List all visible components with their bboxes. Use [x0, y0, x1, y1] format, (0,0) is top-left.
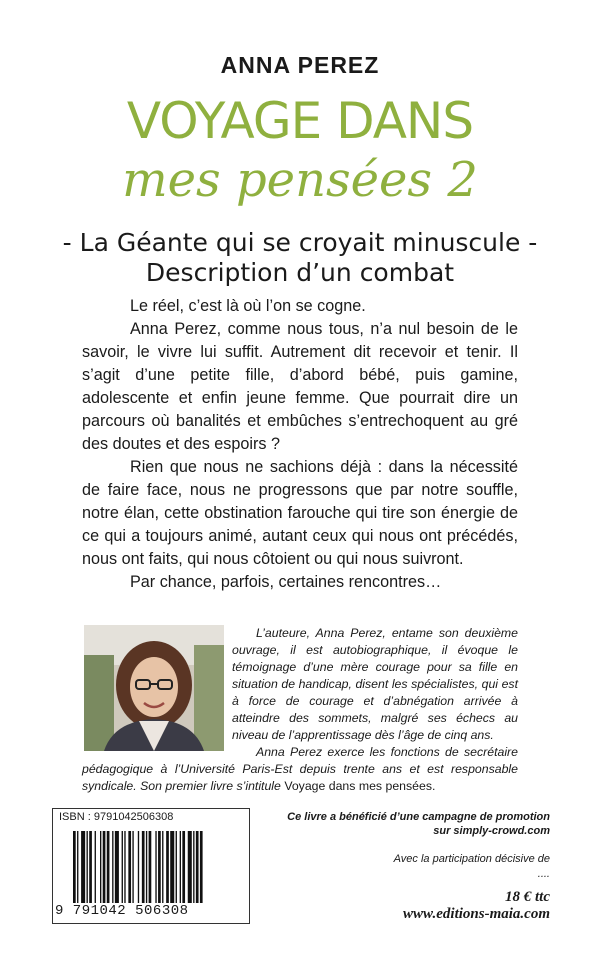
barcode-bar: [166, 831, 169, 903]
bio-paragraph: L’auteure, Anna Perez, entame son deuxième ouvrage, il est autobiographique, il évoque le témoignage d’une mère courage pour sa fille en situation de handicap, disent les spécialistes, qui est à force de courage et d’abnégation arrivée à atteindre des sommets, malgré ses échecs au niveau de l’apprentissage dès l’âge de cinq ans.: [232, 626, 518, 742]
barcode-bar: [122, 831, 123, 903]
barcode-bar: [89, 831, 92, 903]
participation-dots: ....: [537, 868, 550, 880]
barcode-bar: [180, 831, 181, 903]
author-name: ANNA PEREZ: [220, 52, 380, 78]
synopsis-paragraph: Anna Perez, comme nous tous, n’a nul besoin de le savoir, le vivre lui suffit. Autrement dit recevoir et tenir. Il s’agit d’une petite fille, d’abord bébé, puis gamine, adolescente et enfin jeune femme. Que pourrait dire un parcours où banalités et embûches s’entrechoquent au gré des doutes et des espoirs ?: [82, 320, 518, 453]
barcode-bar: [77, 831, 78, 903]
synopsis-paragraph: Le réel, c’est là où l’on se cogne.: [130, 297, 366, 315]
barcode-bar: [132, 831, 133, 903]
barcode-bar: [95, 831, 96, 903]
synopsis-paragraph: Rien que nous ne sachions déjà : dans la nécessité de faire face, nous ne progressons que par notre souffle, notre élan, cette obstination farouche qui tire son énergie de ce qui a toujours animé, autant ceux qui nous ont précédés, nous ont faits, qui nous côtoient ou qui nous suivront.: [82, 458, 518, 568]
synopsis-paragraph: Par chance, parfois, certaines rencontres…: [130, 573, 442, 591]
subtitle-line1: - La Géante qui se croyait minuscule -: [62, 228, 538, 257]
barcode-bar: [124, 831, 125, 903]
book-subtitle: [0, 228, 600, 288]
barcode-bar: [182, 831, 185, 903]
barcode-bar: [107, 831, 110, 903]
barcode-bar: [128, 831, 131, 903]
subtitle-line2: Description d’un combat: [145, 258, 455, 287]
barcode-bar: [176, 831, 177, 903]
promo-block: [250, 810, 550, 881]
barcode-bar: [115, 831, 119, 903]
barcode-bar: [188, 831, 192, 903]
barcode-graphic: [73, 831, 243, 903]
price: 18 € ttc: [505, 889, 550, 905]
participation-text: Avec la participation décisive de: [393, 853, 550, 865]
barcode-bar: [100, 831, 101, 903]
barcode-digits: 9 791042 506308: [55, 903, 189, 919]
barcode-bar: [196, 831, 199, 903]
publisher-website[interactable]: www.editions-maia.com: [403, 906, 550, 922]
barcode-bar: [158, 831, 161, 903]
promo-line2: sur simply-crowd.com: [433, 825, 550, 837]
barcode-bar: [73, 831, 76, 903]
bio-text: Anna Perez exerce les fonctions de secrétaire pédagogique à l’Université Paris-Est depuis trente ans et est responsable syndicale. Son premier livre s’intitule: [82, 745, 518, 793]
barcode-bar: [142, 831, 145, 903]
barcode-bar: [103, 831, 106, 903]
book-title-line1: VOYAGE DANS: [126, 92, 474, 150]
barcode-bar: [200, 831, 203, 903]
author-bio: [82, 625, 518, 795]
bio-book-title: Voyage dans mes pensées.: [284, 779, 436, 793]
barcode-bar: [81, 831, 85, 903]
barcode-bar: [138, 831, 139, 903]
barcode-bar: [193, 831, 194, 903]
barcode-bar: [146, 831, 147, 903]
synopsis: [82, 295, 518, 594]
barcode-bar: [87, 831, 88, 903]
barcode-bar: [149, 831, 152, 903]
promo-line1: Ce livre a bénéficié d’une campagne de promotion: [287, 811, 550, 823]
photo-spacer: [82, 625, 232, 761]
book-title-line2: mes pensées 2: [122, 152, 478, 208]
isbn-label: ISBN : 9791042506308: [59, 811, 174, 823]
barcode-bar: [155, 831, 156, 903]
isbn-barcode-box: [52, 808, 250, 924]
barcode-bar: [170, 831, 174, 903]
barcode-bar: [112, 831, 113, 903]
barcode-bar: [162, 831, 163, 903]
